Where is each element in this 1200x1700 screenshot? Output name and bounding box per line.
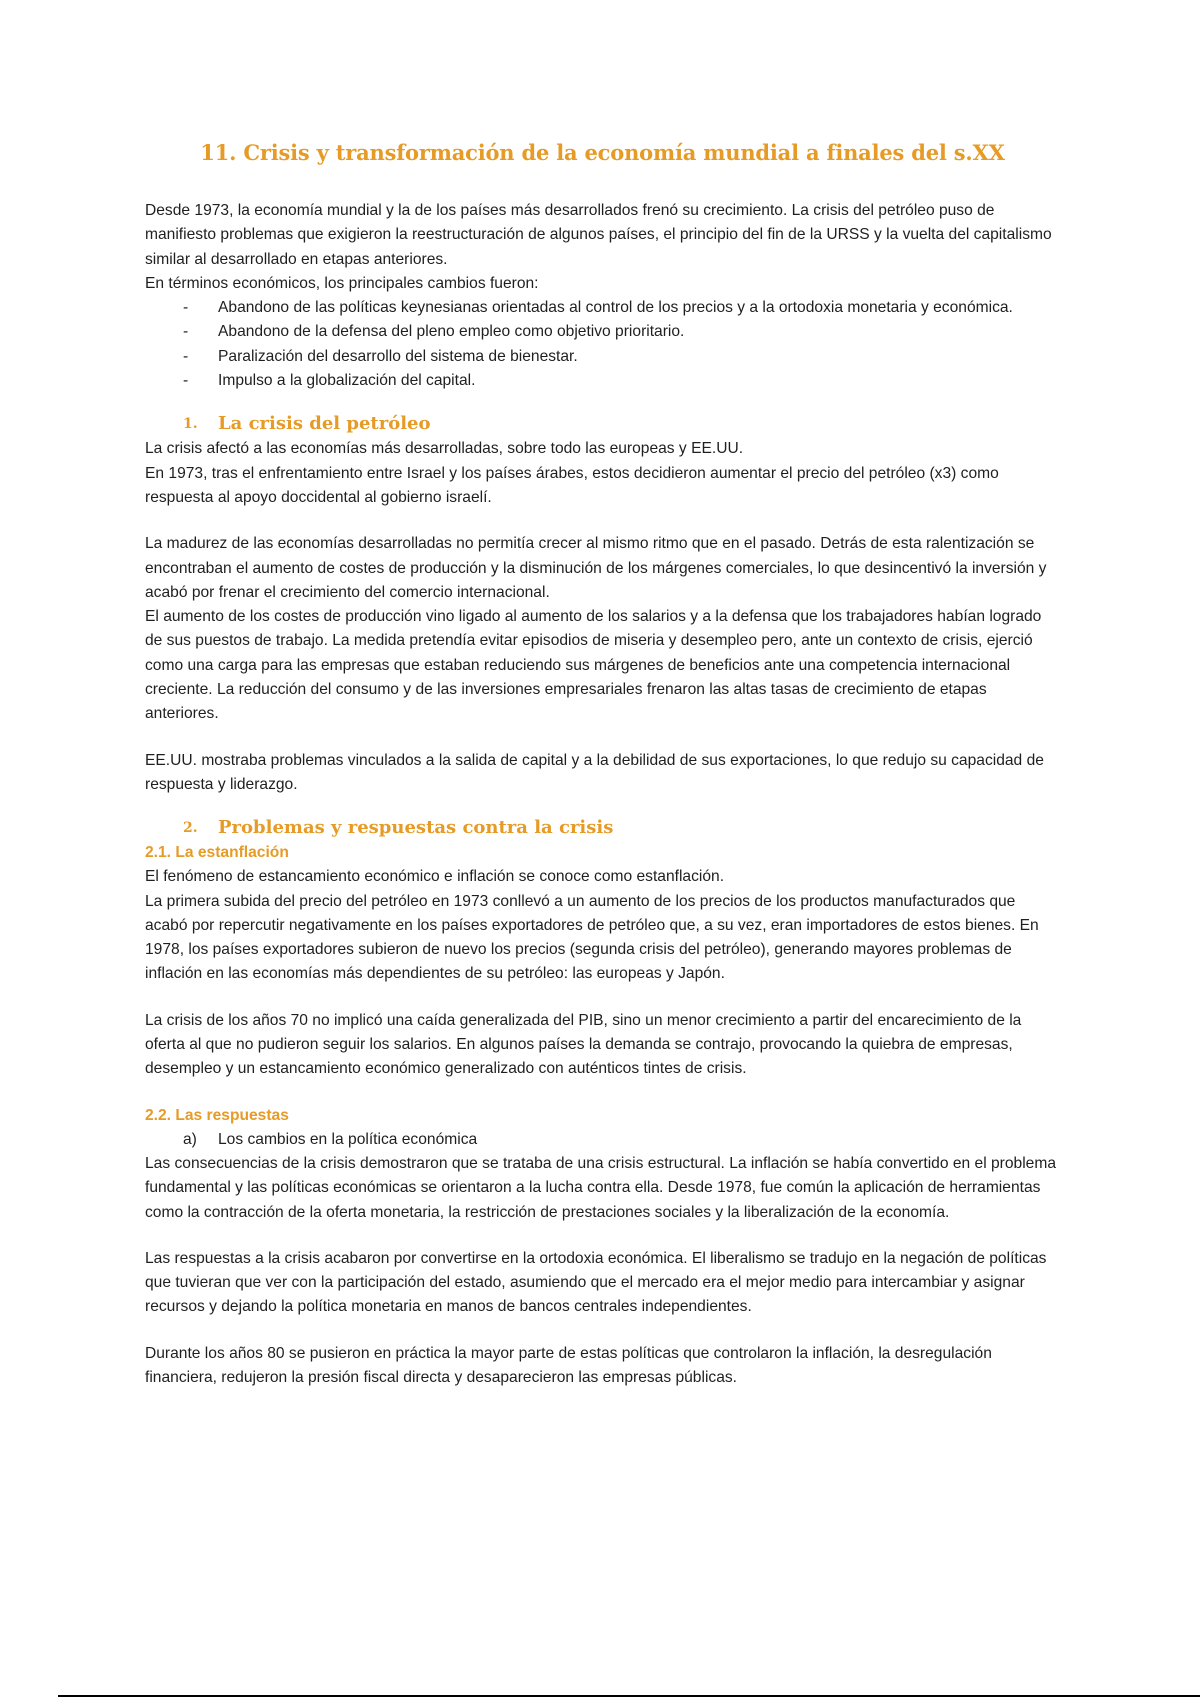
list-item [145, 369, 1060, 393]
dash-bullet: - [183, 347, 189, 365]
dash-bullet: - [183, 299, 189, 317]
section-heading-oil-crisis [145, 411, 1060, 437]
section-number: 2. [183, 820, 198, 837]
dash-bullet: - [183, 372, 189, 390]
subsection-heading-stagflation: 2.1. La estanflación [145, 844, 289, 862]
section1-paragraph-4: El aumento de los costes de producción vino ligado al aumento de los salarios y a la defensa que los trabajadores habían logrado de sus puestos de trabajo. La medida pretendía evitar episodios de miseria y desempleo pero, ante un contexto de crisis, ejerció como una carga para las empresas que estaban reduciendo sus márgenes de beneficios ante una competencia internacional creciente. La reducción del consumo y de las inversiones empresariales frenaron las altas tasas de crecimiento de etapas anteriores. [145, 608, 1042, 723]
section1-paragraph-2: En 1973, tras el enfrentamiento entre Israel y los países árabes, estos decidieron aumentar el precio del petróleo (x3) como respuesta al apoyo doccidental al gobierno israelí. [145, 464, 999, 506]
section1-paragraph-1: La crisis afectó a las economías más desarrolladas, sobre todo las europeas y EE.UU. [145, 440, 744, 458]
list-item [145, 345, 1060, 369]
list-item [145, 320, 1060, 344]
list-item-text: Abandono de la defensa del pleno empleo como objetivo prioritario. [218, 323, 685, 341]
intro-lead-paragraph: En términos económicos, los principales cambios fueron: [145, 274, 539, 292]
section-heading-text: La crisis del petróleo [218, 413, 431, 435]
section2-1-paragraph-2: La primera subida del precio del petróleo en 1973 conllevó a un aumento de los precios de los productos manufacturados que acabó por repercutir negativamente en los países exportadores de petróleo que, a su vez, eran importadores de estos bienes. En 1978, los países exportadores subieron de nuevo los precios (segunda crisis del petróleo), generando mayores problemas de inflación en las economías más dependientes de su petróleo: las europeas y Japón. [145, 892, 1039, 983]
section2-2-paragraph-1: Las consecuencias de la crisis demostraron que se trataba de una crisis estructural. La inflación se había convertido en el problema fundamental y las políticas económicas se orientaron a la lucha contra ella. Desde 1978, fue común la aplicación de herramientas como la contracción de la oferta monetaria, la restricción de prestaciones sociales y la liberalización de la economía. [145, 1154, 1057, 1221]
list-item-text: Paralización del desarrollo del sistema de bienestar. [218, 347, 578, 365]
subitem-number: a) [183, 1130, 197, 1148]
section-number: 1. [183, 416, 198, 433]
dash-bullet: - [183, 323, 189, 341]
intro-paragraph: Desde 1973, la economía mundial y la de los países más desarrollados frenó su crecimiento. La crisis del petróleo puso de manifiesto problemas que exigieron la reestructuración de algunos países, el principio del fin de la URSS y la vuelta del capitalismo similar al desarrollado en etapas anteriores. [145, 202, 1052, 268]
list-item-text: Impulso a la globalización del capital. [218, 372, 476, 390]
section2-1-paragraph-1: El fenómeno de estancamiento económico e inflación se conoce como estanflación. [145, 868, 725, 886]
changes-list [145, 296, 1060, 393]
section1-paragraph-5: EE.UU. mostraba problemas vinculados a la salida de capital y a la debilidad de sus exportaciones, lo que redujo su capacidad de respuesta y liderazgo. [145, 751, 1044, 793]
list-item [145, 296, 1060, 320]
section2-2-paragraph-2: Las respuestas a la crisis acabaron por convertirse en la ortodoxia económica. El liberalismo se tradujo en la negación de políticas que tuvieran que ver con la participación del estado, asumiendo que el mercado era el mejor medio para intercambiar y asignar recursos y dejando la política monetaria en manos de bancos centrales independientes. [145, 1249, 1047, 1316]
list-item-text: Abandono de las políticas keynesianas orientadas al control de los precios y a la ortodoxia monetaria y económica. [218, 299, 1013, 317]
page-title: 11. Crisis y transformación de la economía mundial a finales del s.XX [200, 140, 1005, 165]
section1-paragraph-3: La madurez de las economías desarrolladas no permitía crecer al mismo ritmo que en el pasado. Detrás de esta ralentización se encontraban el aumento de costes de producción y la disminución de los márgenes comerciales, lo que desincentivó la inversión y acabó por frenar el crecimiento del comercio internacional. [145, 535, 1047, 601]
document-page [145, 140, 1060, 1390]
subitem-heading-text: Los cambios en la política económica [218, 1130, 478, 1148]
subsection-heading-responses: 2.2. Las respuestas [145, 1106, 289, 1124]
subitem-heading-policy-changes [145, 1128, 1060, 1152]
section-heading-problems [145, 815, 1060, 841]
section2-1-paragraph-3: La crisis de los años 70 no implicó una caída generalizada del PIB, sino un menor crecimiento a partir del encarecimiento de la oferta al que no pudieron seguir los salarios. En algunos países la demanda se contrajo, provocando la quiebra de empresas, desempleo y un estancamiento económico generalizado con auténticos tintes de crisis. [145, 1011, 1022, 1078]
section2-2-paragraph-3: Durante los años 80 se pusieron en práctica la mayor parte de estas políticas que controlaron la inflación, la desregulación financiera, redujeron la presión fiscal directa y desaparecieron las empresas públicas. [145, 1344, 992, 1386]
footer-divider [58, 1695, 1200, 1697]
section-heading-text: Problemas y respuestas contra la crisis [218, 817, 614, 839]
